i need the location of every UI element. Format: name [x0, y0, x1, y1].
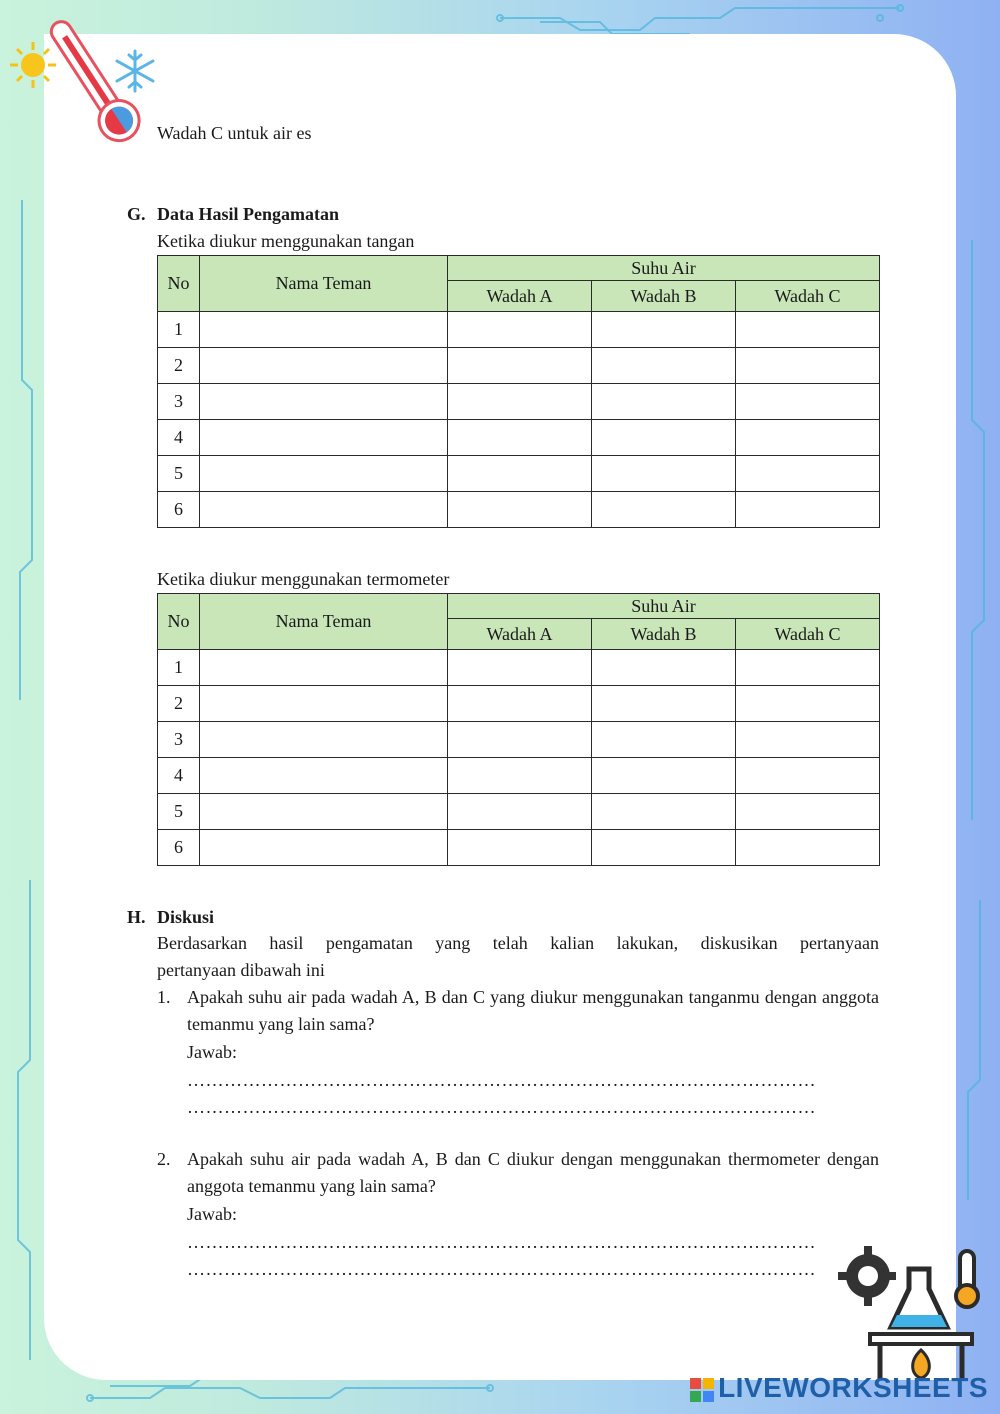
wadah-a-cell[interactable] [448, 492, 592, 528]
col-group: Suhu Air [448, 256, 880, 281]
wadah-b-cell[interactable] [592, 348, 736, 384]
row-number: 2 [158, 348, 200, 384]
discussion-intro-line1: Berdasarkan hasil pengamatan yang telah kalian lakukan, diskusikan pertanyaan [157, 933, 879, 953]
observation-table-thermometer [157, 593, 880, 866]
wadah-b-cell[interactable] [592, 456, 736, 492]
snowflake-icon [112, 48, 158, 94]
name-cell[interactable] [200, 758, 448, 794]
row-number: 4 [158, 758, 200, 794]
wadah-c-cell[interactable] [736, 650, 880, 686]
top-note: Wadah C untuk air es [157, 123, 312, 143]
discussion-intro-line2: pertanyaan dibawah ini [157, 960, 325, 980]
answer-line[interactable]: ………………………………………………………………………………………… [187, 1097, 816, 1117]
answer-line[interactable]: ………………………………………………………………………………………… [187, 1070, 816, 1090]
name-cell[interactable] [200, 830, 448, 866]
table-row [158, 420, 880, 456]
name-cell[interactable] [200, 348, 448, 384]
brand-logo [690, 1372, 988, 1404]
row-number: 4 [158, 420, 200, 456]
table-row [158, 492, 880, 528]
question-text: Apakah suhu air pada wadah A, B dan C diukur dengan menggunakan thermometer dengan anggota temanmu yang lain sama? [187, 1149, 879, 1196]
row-number: 2 [158, 686, 200, 722]
wadah-b-cell[interactable] [592, 830, 736, 866]
wadah-a-cell[interactable] [448, 830, 592, 866]
wadah-c-cell[interactable] [736, 420, 880, 456]
wadah-b-cell[interactable] [592, 492, 736, 528]
wadah-c-cell[interactable] [736, 492, 880, 528]
brand-name: LIVEWORKSHEETS [718, 1372, 988, 1403]
wadah-b-cell[interactable] [592, 312, 736, 348]
col-wadah-c: Wadah C [736, 619, 880, 650]
question-number: 2. [157, 1149, 171, 1169]
answer-label: Jawab: [187, 1204, 237, 1224]
wadah-c-cell[interactable] [736, 758, 880, 794]
wadah-b-cell[interactable] [592, 686, 736, 722]
row-number: 6 [158, 830, 200, 866]
row-number: 3 [158, 384, 200, 420]
row-number: 3 [158, 722, 200, 758]
answer-line[interactable]: ………………………………………………………………………………………… [187, 1232, 816, 1252]
col-no: No [158, 256, 200, 312]
table-row [158, 384, 880, 420]
col-no: No [158, 594, 200, 650]
name-cell[interactable] [200, 492, 448, 528]
wadah-b-cell[interactable] [592, 794, 736, 830]
thermometer-small-icon [950, 1248, 984, 1312]
table-row [158, 456, 880, 492]
row-number: 5 [158, 794, 200, 830]
section-g-letter: G. [127, 204, 146, 224]
col-wadah-b: Wadah B [592, 281, 736, 312]
answer-label: Jawab: [187, 1042, 237, 1062]
observation-table-hand [157, 255, 880, 528]
row-number: 1 [158, 650, 200, 686]
name-cell[interactable] [200, 456, 448, 492]
col-group: Suhu Air [448, 594, 880, 619]
table-row [158, 348, 880, 384]
wadah-c-cell[interactable] [736, 312, 880, 348]
col-wadah-c: Wadah C [736, 281, 880, 312]
table-row [158, 312, 880, 348]
answer-line[interactable]: ………………………………………………………………………………………… [187, 1259, 816, 1279]
name-cell[interactable] [200, 686, 448, 722]
name-cell[interactable] [200, 312, 448, 348]
section-h-letter: H. [127, 907, 146, 927]
question-text: Apakah suhu air pada wadah A, B dan C yang diukur menggunakan tanganmu dengan anggota temanmu yang lain sama? [187, 987, 879, 1034]
name-cell[interactable] [200, 420, 448, 456]
table1-caption: Ketika diukur menggunakan tangan [157, 231, 415, 251]
row-number: 6 [158, 492, 200, 528]
wadah-a-cell[interactable] [448, 420, 592, 456]
row-number: 5 [158, 456, 200, 492]
wadah-a-cell[interactable] [448, 384, 592, 420]
wadah-c-cell[interactable] [736, 456, 880, 492]
question-number: 1. [157, 987, 171, 1007]
wadah-a-cell[interactable] [448, 794, 592, 830]
table2-caption: Ketika diukur menggunakan termometer [157, 569, 450, 589]
wadah-a-cell[interactable] [448, 650, 592, 686]
wadah-c-cell[interactable] [736, 794, 880, 830]
liveworksheets-logo-icon [690, 1378, 714, 1402]
col-wadah-a: Wadah A [448, 281, 592, 312]
name-cell[interactable] [200, 650, 448, 686]
wadah-a-cell[interactable] [448, 348, 592, 384]
wadah-a-cell[interactable] [448, 686, 592, 722]
wadah-a-cell[interactable] [448, 456, 592, 492]
flask-icon [885, 1265, 953, 1335]
row-number: 1 [158, 312, 200, 348]
name-cell[interactable] [200, 794, 448, 830]
col-name: Nama Teman [200, 594, 448, 650]
name-cell[interactable] [200, 722, 448, 758]
section-g-title: Data Hasil Pengamatan [157, 204, 339, 224]
col-name: Nama Teman [200, 256, 448, 312]
table-row [158, 758, 880, 794]
wadah-b-cell[interactable] [592, 758, 736, 794]
wadah-c-cell[interactable] [736, 830, 880, 866]
table-row [158, 794, 880, 830]
table-row [158, 650, 880, 686]
wadah-a-cell[interactable] [448, 722, 592, 758]
wadah-a-cell[interactable] [448, 312, 592, 348]
wadah-b-cell[interactable] [592, 650, 736, 686]
wadah-b-cell[interactable] [592, 420, 736, 456]
section-h-title: Diskusi [157, 907, 215, 927]
wadah-b-cell[interactable] [592, 384, 736, 420]
col-wadah-a: Wadah A [448, 619, 592, 650]
wadah-c-cell[interactable] [736, 348, 880, 384]
wadah-a-cell[interactable] [448, 758, 592, 794]
wadah-c-cell[interactable] [736, 384, 880, 420]
wadah-b-cell[interactable] [592, 722, 736, 758]
wadah-c-cell[interactable] [736, 686, 880, 722]
col-wadah-b: Wadah B [592, 619, 736, 650]
table-row [158, 722, 880, 758]
table-row [158, 686, 880, 722]
wadah-c-cell[interactable] [736, 722, 880, 758]
table-row [158, 830, 880, 866]
name-cell[interactable] [200, 384, 448, 420]
